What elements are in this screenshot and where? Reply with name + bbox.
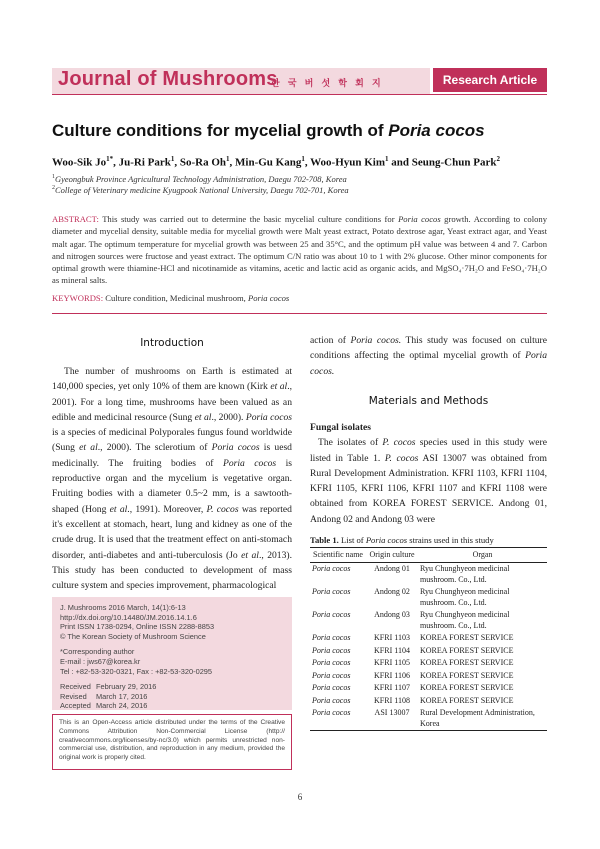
table-row <box>310 586 547 609</box>
author-separator: , <box>113 156 119 169</box>
strain-table <box>310 547 547 731</box>
date-value: March 17, 2016 <box>96 691 148 701</box>
continuation-text: This study was focused on culture conditions affecting the optimal mycelial growth of <box>310 335 547 362</box>
author-separator: , <box>229 156 236 169</box>
intro-italic: Poria cocos <box>222 457 277 469</box>
table-caption-text: List of <box>338 535 366 545</box>
continuation-italic: Poria cocos. <box>350 335 402 346</box>
cell-scientific-name: Poria cocos <box>312 658 351 667</box>
citation-line: Print ISSN 1738-0294, Online ISSN 2288-8853 <box>60 622 215 632</box>
table-row <box>310 632 547 645</box>
keywords-species: Poria cocos <box>247 293 290 303</box>
affiliation-2-sup: 2 <box>52 185 55 192</box>
author-name: Seung-Chun Park <box>411 156 497 169</box>
cell-organ: Ryu Chunghyeon medicinal mushroom. Co., Ltd. <box>420 587 510 607</box>
page-number: 6 <box>297 792 303 802</box>
date-label: Revised <box>60 691 87 701</box>
intro-text: ., 2000). The sclerotium of <box>97 442 212 454</box>
cell-origin-culture: KFRI 1108 <box>374 695 410 705</box>
abstract <box>52 213 547 287</box>
author-name: Woo-Hyun Kim <box>310 156 386 169</box>
cell-origin-culture: Andong 03 <box>374 610 410 619</box>
affiliation-1 <box>52 174 347 184</box>
cell-organ: KOREA FOREST SERVICE <box>420 695 514 705</box>
cell-scientific-name: Poria cocos <box>312 683 351 692</box>
table-caption-tail: strains used in this study <box>407 535 494 545</box>
table-header-row <box>310 548 547 563</box>
keywords <box>52 293 289 303</box>
abstract-label: ABSTRACT: <box>52 214 99 224</box>
introduction-paragraph <box>52 364 292 593</box>
intro-text: ., 1991). Moreover, <box>127 503 207 515</box>
date-value: March 24, 2016 <box>96 701 148 711</box>
author-separator: , <box>304 156 311 169</box>
date-row <box>60 692 284 702</box>
table-caption-label: Table 1. <box>310 535 339 545</box>
cell-scientific-name: Poria cocos <box>312 564 351 573</box>
affiliation-2 <box>52 185 349 195</box>
cell-organ: KOREA FOREST SERVICE <box>420 633 514 642</box>
author-separator: , <box>174 156 180 169</box>
table-row <box>310 707 547 731</box>
table-caption <box>310 535 494 545</box>
author-sup: 2 <box>496 155 500 163</box>
corresponding-line: E-mail : jws67@korea.kr <box>60 656 141 666</box>
cell-scientific-name: Poria cocos <box>312 645 351 655</box>
intro-text: ., 2001). For a long time, mushrooms have been valued as an edible and medicinal resource (Sung <box>52 381 292 423</box>
author-sup: 1* <box>106 155 114 163</box>
table-row <box>310 657 547 670</box>
isolates-italic: P. cocos <box>382 437 416 449</box>
cell-scientific-name: Poria cocos <box>312 587 351 596</box>
affiliation-1-sup: 1 <box>52 174 55 181</box>
corresponding-line: Tel : +82-53-320-0321, Fax : +82-53-320-0295 <box>60 666 213 676</box>
continuation-italic: Poria cocos. <box>310 350 547 377</box>
citation-line: © The Korean Society of Mushroom Science <box>60 631 206 641</box>
table-row <box>310 645 547 658</box>
intro-text: was reported it's excellent at stomach, heart, lung and kidney as one of the crude drug. It is used that the treatment effect on anti-stomach disorder, anti-diabetes and anti-tuberculosis (Jo <box>52 503 292 561</box>
intro-italic: Poria cocos <box>211 442 260 454</box>
fungal-isolates-subheading: Fungal isolates <box>310 422 372 433</box>
intro-italic: et al <box>241 549 259 561</box>
table-row <box>310 682 547 695</box>
cell-scientific-name: Poria cocos <box>312 670 351 680</box>
history-dates <box>60 682 284 711</box>
intro-italic: et al <box>270 381 288 393</box>
date-label: Accepted <box>60 701 91 711</box>
cell-origin-culture: KFRI 1104 <box>374 645 410 655</box>
table-caption-species: Poria cocos <box>365 535 408 545</box>
authors-and: and <box>388 156 412 169</box>
author-sup: 1 <box>301 155 305 163</box>
cell-origin-culture: KFRI 1103 <box>374 633 410 642</box>
paper-title <box>52 121 485 141</box>
date-row <box>60 682 284 692</box>
cell-scientific-name: Poria cocos <box>310 707 366 731</box>
author-name: Min-Gu Kang <box>235 156 302 169</box>
cell-origin-culture: KFRI 1107 <box>374 683 410 692</box>
intro-text: ., 2013). This study has been conducted to development of mass culture system and species improvement, pharmacological <box>52 549 292 592</box>
date-value: February 29, 2016 <box>96 682 157 692</box>
author-name: Woo-Sik Jo <box>52 156 107 169</box>
intro-italic: P. cocos <box>206 503 239 515</box>
citation-line: http://dx.doi.org/10.14480/JM.2016.14.1.6 <box>60 612 197 622</box>
author-name: Ju-Ri Park <box>118 156 171 169</box>
abstract-species: Poria cocos <box>398 214 441 224</box>
intro-italic: Poria cocos <box>245 411 292 423</box>
citation-line: J. Mushrooms 2016 March, 14(1):6-13 <box>60 603 186 612</box>
date-row <box>60 701 284 711</box>
isolates-text: The isolates of <box>318 437 383 449</box>
cell-origin-culture: Andong 01 <box>374 564 410 573</box>
col-header-organ: Organ <box>418 548 547 563</box>
isolates-text: ASI 13007 was obtained from Rural Development Administration. KFRI 1103, KFRI 1104, KFRI 1105, KFRI 1106, KFRI 1107 and KFRI 1108 were obtained from KOREA FOREST SERVICE. Andong 01, Andong 02 and Andong 03 were <box>310 452 547 525</box>
cell-scientific-name: Poria cocos <box>312 695 351 705</box>
cell-origin-culture: Andong 02 <box>374 587 410 596</box>
intro-text: The number of mushrooms on Earth is estimated at 140,000 species, yet only 10% of them are known (Kirk <box>52 366 292 393</box>
cell-organ: KOREA FOREST SERVICE <box>420 683 514 692</box>
cell-scientific-name: Poria cocos <box>312 610 351 619</box>
paper-title-species: Poria cocos <box>388 121 485 140</box>
table-row <box>310 563 547 587</box>
citation-info <box>60 603 284 641</box>
abstract-text-1: This study was carried out to determine the basic mycelial culture conditions for <box>98 214 399 224</box>
introduction-body <box>52 364 292 593</box>
col-header-scientific-name: Scientific name <box>310 548 366 563</box>
corresponding-line: *Corresponding author <box>60 647 135 657</box>
cell-scientific-name: Poria cocos <box>312 633 351 642</box>
article-info-box <box>52 597 292 710</box>
col-header-origin-culture: Origin culture <box>366 548 418 563</box>
abstract-text-2: growth. According to colony diameter and mycelial density, suitable media for mycelial growth were Malt yeast extract, Potato dextrose agar, Yeast extract agar, and Yeast malt agar. The optimum temperature for mycelial growth was between 25 and 35°C, and the optimum pH value was between 4 and 7. Carbon and nitrogen sources were fructose and yeast extract. The optimum C/N ratio was about 10 to 1 with 2% glucose. Other minor components for optimal growth were thiamine-HCl and nicotinamide as vitamins, acetic and lactic acid as organic acids, and MgSO₄·7H₂O and FeSO₄·7H₂O as mineral salts. <box>52 214 548 286</box>
cell-organ: Rural Development Administration, Korea <box>418 707 547 731</box>
article-type-badge: Research Article <box>433 68 547 92</box>
isolates-paragraph <box>310 435 547 527</box>
author-name: So-Ra Oh <box>179 156 227 169</box>
author-sup: 1 <box>385 155 389 163</box>
abstract-divider <box>52 313 547 314</box>
cell-organ: Ryu Chunghyeon medicinal mushroom. Co., Ltd. <box>420 564 510 584</box>
intro-italic: et al <box>79 442 98 454</box>
journal-title: Journal of Mushrooms <box>58 68 278 90</box>
intro-italic: et al <box>109 503 128 515</box>
header-divider <box>52 94 547 95</box>
continuation-paragraph <box>310 333 547 379</box>
journal-korean-title: 한 국 버 섯 학 회 지 <box>271 79 384 89</box>
open-access-notice: This is an Open-Access article distributed under the terms of the Creative Commons Attribution Non-Commercial License (http:// creativecommons.org/licenses/by-nc/3.0) which permits unrestricted non-commercial use, distribution, and reproduction in any medium, provided the original work is properly cited. <box>52 714 292 770</box>
table-row <box>310 695 547 708</box>
introduction-heading: Introduction <box>140 337 204 349</box>
author-sup: 1 <box>170 155 175 163</box>
isolates-text: species used in this study were listed in Table 1. <box>310 437 547 464</box>
intro-text: is reproductive organ and the mycelium is vegetative organ. Fruiting bodies with a diameter 0.5~2 mm, is a sawtooth-shaped (Hong <box>52 457 292 515</box>
affiliation-1-text: Gyeongbuk Province Agricultural Technology Administration, Daegu 702-708, Korea <box>55 174 347 184</box>
author-sup: 1 <box>226 155 230 163</box>
methods-body <box>310 420 547 527</box>
cell-origin-culture: KFRI 1105 <box>374 658 410 667</box>
cell-origin-culture: ASI 13007 <box>366 707 418 731</box>
intro-text: is a species of medicinal Polyporales fungus found worldwide (Sung <box>52 427 292 454</box>
author-list <box>52 155 500 169</box>
paper-title-main: Culture conditions for mycelial growth of <box>52 121 389 140</box>
keywords-text: Culture condition, Medicinal mushroom, <box>103 293 248 303</box>
affiliation-2-text: College of Veterinary medicine Kyugpook National University, Daegu 702-701, Korea <box>55 185 349 195</box>
intro-text: is uesd medicinally. The fruiting bodies of <box>52 442 292 469</box>
continuation-text: action of <box>310 335 351 346</box>
cell-origin-culture: KFRI 1106 <box>374 670 410 680</box>
cell-organ: KOREA FOREST SERVICE <box>420 658 514 667</box>
corresponding-author-info <box>60 647 284 676</box>
intro-text: ., 2000). <box>211 411 246 423</box>
keywords-label: KEYWORDS: <box>52 293 104 303</box>
table-row <box>310 670 547 683</box>
intro-italic: et al <box>194 411 212 423</box>
right-column-continuation <box>310 333 547 379</box>
methods-heading: Materials and Methods <box>368 395 489 407</box>
cell-organ: KOREA FOREST SERVICE <box>420 670 514 680</box>
cell-organ: KOREA FOREST SERVICE <box>420 645 514 655</box>
isolates-italic: P. cocos <box>384 452 419 464</box>
date-label: Received <box>60 682 91 692</box>
table-row <box>310 609 547 632</box>
cell-organ: Ryu Chunghyeon medicinal mushroom. Co., Ltd. <box>420 610 510 630</box>
